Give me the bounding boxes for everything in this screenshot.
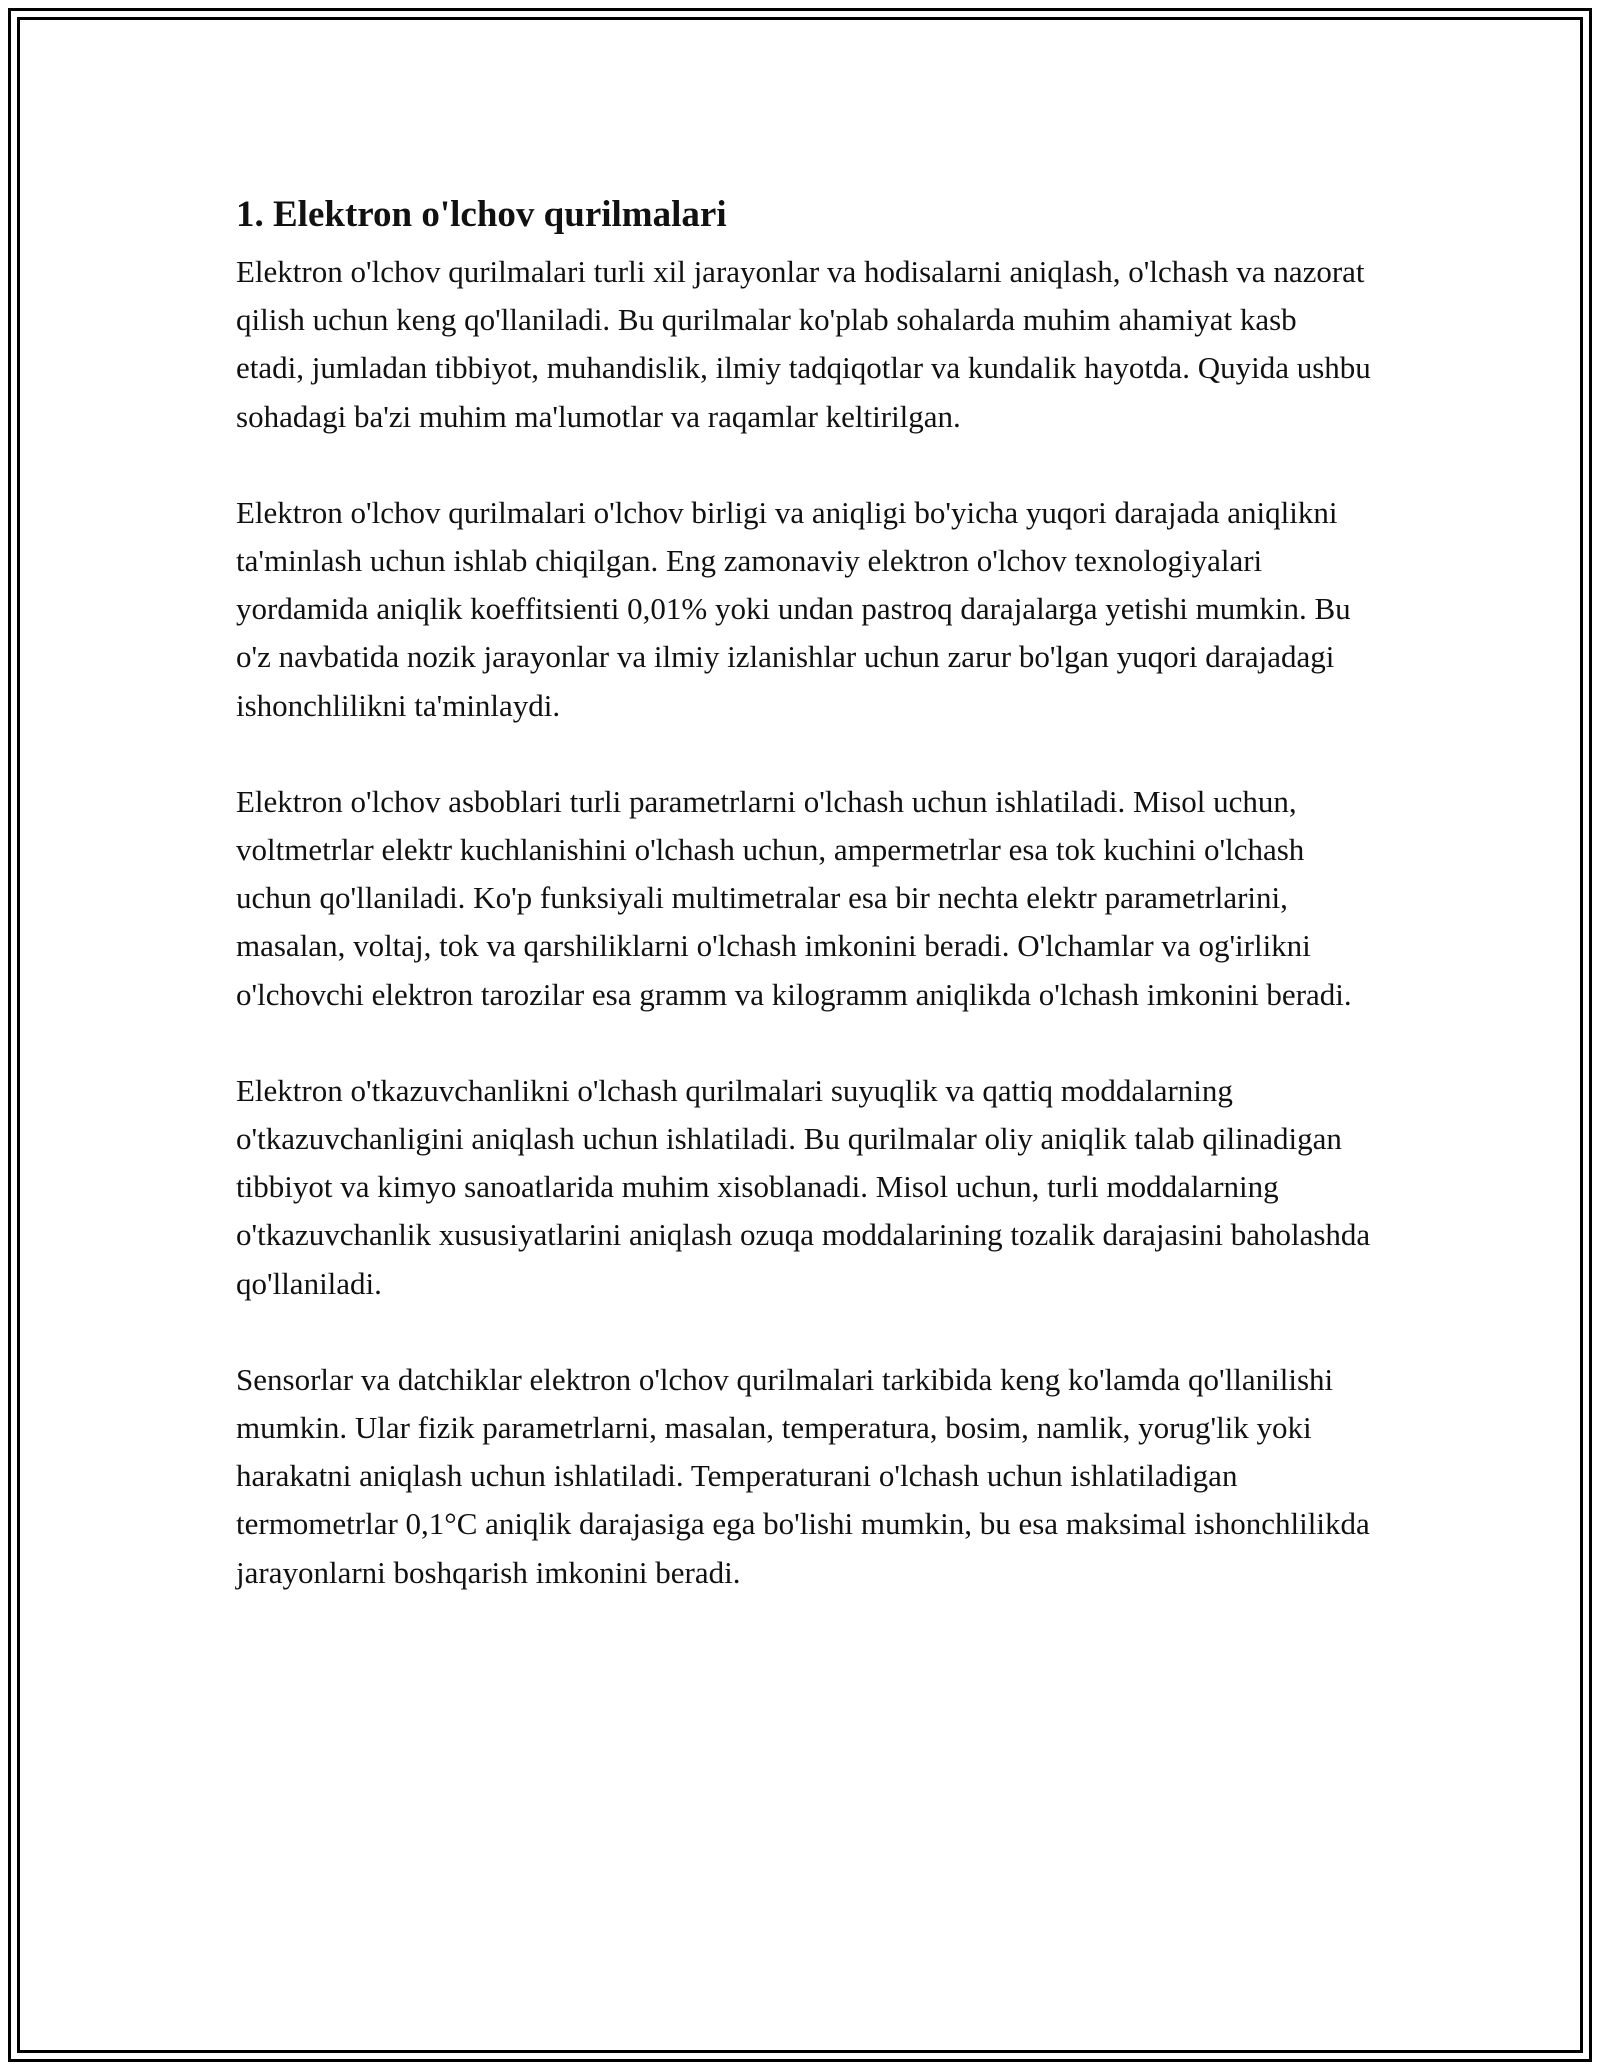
paragraph-instruments: Elektron o'lchov asboblari turli parametrlarni o'lchash uchun ishlatiladi. Misol uchun, voltmetrlar elektr kuchlanishini o'lchash uchun, ampermetrlar esa tok kuchini o'lchash uchun qo'llaniladi. Ko'p funksiyali multimetralar esa bir nechta elektr parametrlarini, masalan, voltaj, tok va qarshiliklarni o'lchash imkonini beradi. O'lchamlar va og'irlikni o'lchovchi elektron tarozilar esa gramm va kilogramm aniqlikda o'lchash imkonini beradi. bbox=[236, 783, 1352, 1012]
paragraph-conductivity: Elektron o'tkazuvchanlikni o'lchash qurilmalari suyuqlik va qattiq moddalarning o'tkazuvchanligini aniqlash uchun ishlatiladi. Bu qurilmalar oliy aniqlik talab qilinadigan tibbiyot va kimyo sanoatlarida muhim xisoblanadi. Misol uchun, turli moddalarning o'tkazuvchanlik xususiyatlarini aniqlash ozuqa moddalarining tozalik darajasini baholashda qo'llaniladi. bbox=[236, 1072, 1371, 1301]
paragraph-sensors: Sensorlar va datchiklar elektron o'lchov qurilmalari tarkibida keng ko'lamda qo'llanilishi mumkin. Ular fizik parametrlarni, masalan, temperatura, bosim, namlik, yorug'lik yoki harakatni aniqlash uchun ishlatiladi. Temperaturani o'lchash uchun ishlatiladigan termometrlar 0,1°C aniqlik darajasiga ega bo'lishi mumkin, bu esa maksimal ishonchlilikda jarayonlarni boshqarish imkonini beradi. bbox=[236, 1361, 1370, 1590]
section-title: 1. Elektron o'lchov qurilmalari bbox=[236, 194, 727, 235]
paragraph-accuracy: Elektron o'lchov qurilmalari o'lchov birligi va aniqligi bo'yicha yuqori darajada aniqlikni ta'minlash uchun ishlab chiqilgan. Eng zamonaviy elektron o'lchov texnologiyalari yordamida aniqlik koeffitsienti 0,01% yoki undan pastroq darajalarga yetishi mumkin. Bu o'z navbatida nozik jarayonlar va ilmiy izlanishlar uchun zarur bo'lgan yuqori darajadagi ishonchlilikni ta'minlaydi. bbox=[236, 494, 1351, 723]
paragraph-intro: Elektron o'lchov qurilmalari turli xil jarayonlar va hodisalarni aniqlash, o'lchash va nazorat qilish uchun keng qo'llaniladi. Bu qurilmalar ko'plab sohalarda muhim ahamiyat kasb etadi, jumladan tibbiyot, muhandislik, ilmiy tadqiqotlar va kundalik hayotda. Quyida ushbu sohadagi ba'zi muhim ma'lumotlar va raqamlar keltirilgan. bbox=[236, 254, 1371, 434]
document-body bbox=[236, 182, 1371, 1597]
